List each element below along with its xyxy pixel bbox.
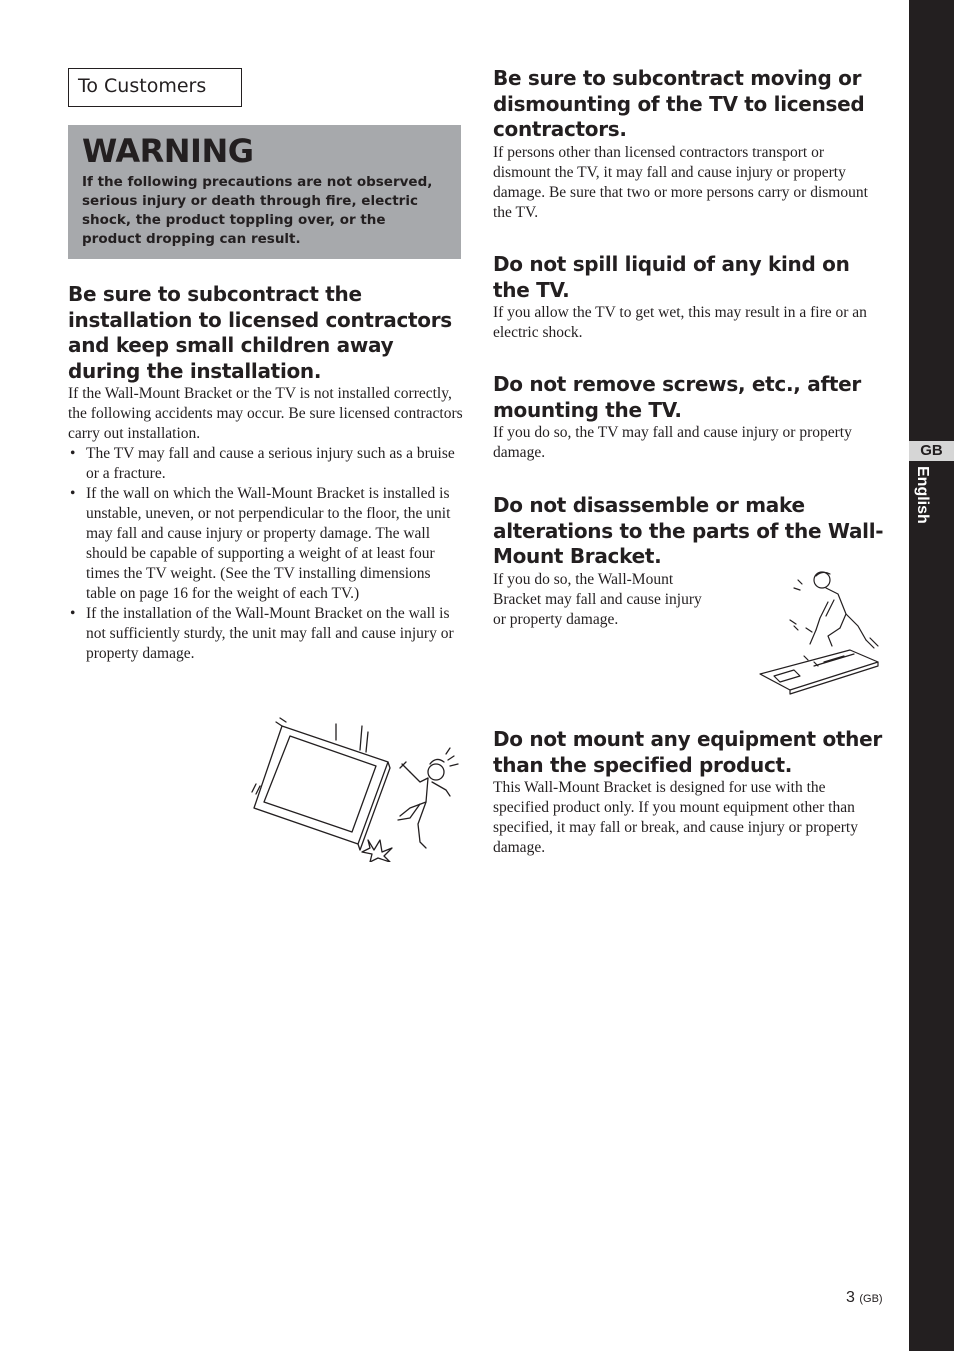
section-heading: Be sure to subcontract moving or dismounting of the TV to licensed contractors. (493, 66, 865, 141)
section-text: If you do so, the Wall-Mount Bracket may fall and cause injury or property damage. (493, 570, 702, 628)
section-text: If you allow the TV to get wet, this may result in a fire or an electric shock. (493, 304, 867, 341)
warning-text: If the following precautions are not observed, serious injury or death through fire, electric shock, the product toppling over, or the product dropping can result. (82, 174, 433, 247)
warning-title: WARNING (82, 132, 254, 170)
bullet-list (68, 444, 464, 664)
section-heading: Do not mount any equipment other than the specified product. (493, 727, 882, 777)
section-heading: Be sure to subcontract the installation to licensed contractors and keep small children away during the installation. (68, 282, 452, 383)
section-intro: If the Wall-Mount Bracket or the TV is not installed correctly, the following accidents may occur. Be sure licensed contractors carry out installation. (68, 385, 463, 442)
section-heading: Do not remove screws, etc., after mounting the TV. (493, 372, 861, 422)
section-installation (68, 282, 464, 664)
to-customers-box (68, 68, 242, 107)
section-text: If you do so, the TV may fall and cause injury or property damage. (493, 424, 852, 461)
section-screws (493, 372, 885, 463)
section-moving (493, 66, 885, 223)
section-heading: Do not spill liquid of any kind on the TV. (493, 252, 850, 302)
warning-box (68, 125, 461, 259)
section-liquid (493, 252, 885, 343)
list-item: • If the installation of the Wall-Mount Bracket on the wall is not sufficiently sturdy, the unit may fall and cause injury or property damage. (68, 604, 464, 664)
language-label: English (914, 466, 931, 524)
falling-tv-illustration (250, 712, 465, 862)
region-code-badge: GB (909, 441, 954, 461)
section-text: If persons other than licensed contractors transport or dismount the TV, it may fall and cause injury or property damage. Be sure that two or more persons carry or dismount the TV. (493, 143, 868, 221)
list-item: • The TV may fall and cause a serious injury such as a bruise or a fracture. (68, 444, 464, 484)
page-number-suffix: (GB) (859, 1293, 883, 1305)
side-language-tab (909, 0, 954, 1351)
section-text: This Wall-Mount Bracket is designed for use with the specified product only. If you mount equipment other than specified, it may fall or break, and cause injury or property damage. (493, 779, 858, 856)
list-item: • If the wall on which the Wall-Mount Bracket is installed is unstable, uneven, or not perpendicular to the floor, the unit may fall and cause injury or property damage. The wall should be capable of supporting a weight of at least four times the TV weight. (See the TV installing dimensions table on page 16 for the weight of each TV.) (68, 484, 464, 604)
section-heading: Do not disassemble or make alterations to the parts of the Wall-Mount Bracket. (493, 493, 884, 568)
to-customers-label: To Customers (78, 75, 207, 97)
disassembly-illustration (754, 566, 884, 706)
section-equipment (493, 727, 885, 858)
page-number (846, 1289, 883, 1307)
page-number-value: 3 (846, 1289, 855, 1306)
